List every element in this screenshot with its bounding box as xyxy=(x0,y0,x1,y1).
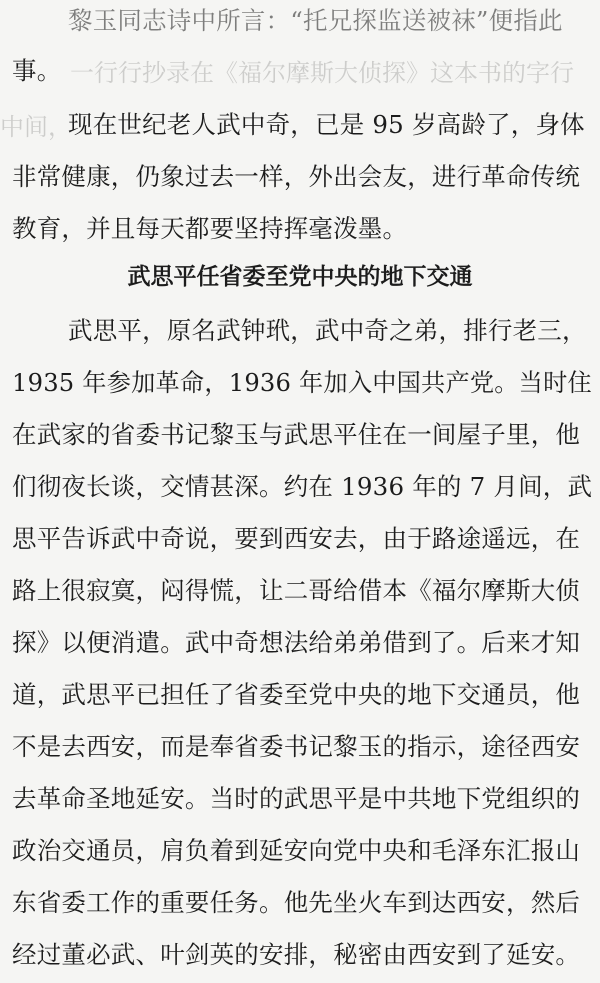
text-line: 黎玉同志诗中所言：“托兄探监送被袜”便指此 xyxy=(68,6,563,35)
bleed-through-text: 中间， xyxy=(0,113,72,141)
text-line: 政治交通员，肩负着到延安向党中央和毛泽东汇报山 xyxy=(12,836,581,865)
text-line: 武思平，原名武钟玳，武中奇之弟，排行老三， xyxy=(68,316,587,345)
text-line: 在武家的省委书记黎玉与武思平住在一间屋子里，他 xyxy=(12,420,581,449)
text-line: 东省委工作的重要任务。他先坐火车到达西安，然后 xyxy=(12,888,581,917)
text-line: 道，武思平已担任了省委至党中央的地下交通员，他 xyxy=(12,680,581,709)
bleed-through-text: 一行行抄录在《福尔摩斯大侦探》这本书的字行 xyxy=(70,59,574,87)
text-line: 现在世纪老人武中奇，已是 95 岁高龄了，身体 xyxy=(68,110,585,139)
text-line: 们彻夜长谈，交情甚深。约在 1936 年的 7 月间，武 xyxy=(12,472,593,501)
text-line: 不是去西安，而是奉省委书记黎玉的指示，途径西安 xyxy=(12,732,581,761)
section-heading: 武思平任省委至党中央的地下交通 xyxy=(127,264,473,290)
text-line: 1935 年参加革命，1936 年加入中国共产党。当时住 xyxy=(12,368,592,397)
text-line: 非常健康，仍象过去一样，外出会友，进行革命传统 xyxy=(12,162,581,191)
text-line: 去革命圣地延安。当时的武思平是中共地下党组织的 xyxy=(12,784,581,813)
text-line: 思平告诉武中奇说，要到西安去，由于路途遥远，在 xyxy=(12,524,581,553)
text-line: 路上很寂寞，闷得慌，让二哥给借本《福尔摩斯大侦 xyxy=(12,576,581,605)
text-line: 教育，并且每天都要坚持挥毫泼墨。 xyxy=(12,214,408,243)
text-line: 经过董必武、叶剑英的安排，秘密由西安到了延安。 xyxy=(12,940,581,969)
text-line: 探》以便消遣。武中奇想法给弟弟借到了。后来才知 xyxy=(12,628,581,657)
text-line: 事。 xyxy=(12,56,62,85)
